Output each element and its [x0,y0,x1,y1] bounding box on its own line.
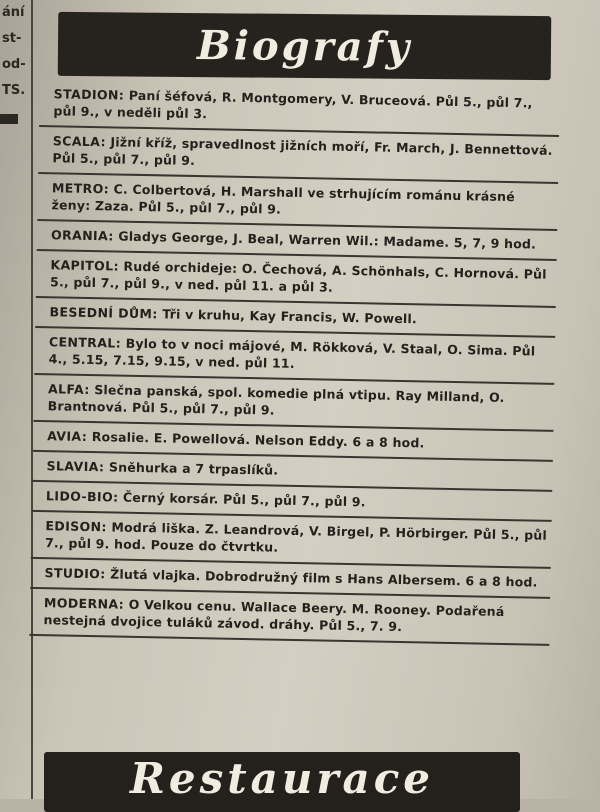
cinema-name: KAPITOL: [50,257,120,274]
cinema-name: EDISON: [45,518,108,535]
listing-text: Žlutá vlajka. Dobrodružný film s Hans Albersem. 6 a 8 hod. [110,566,538,590]
cinema-name: STUDIO: [44,565,106,582]
cinema-name: AVIA: [47,428,88,444]
listing-text: Tři v kruhu, Kay Francis, W. Powell. [162,306,418,327]
cinema-name: STADION: [53,86,125,103]
listing-text: Slečna panská, spol. komedie plná vtipu. Ray Milland, O. Brantnová. Půl 5., půl 7., půl 9. [47,382,505,418]
listing-text: Paní šéfová, R. Montgomery, V. Bruceová. Půl 5., půl 7., půl 9., v neděli půl 3. [53,87,533,122]
listing-text: Černý korsár. Půl 5., půl 7., půl 9. [122,489,366,510]
column-divider [31,0,33,799]
fragment-line: TS. [2,83,26,98]
cinema-listings [29,80,560,646]
fragment-line: od- [2,57,26,72]
cinema-name: SCALA: [52,133,107,150]
cinema-name: METRO: [51,180,110,197]
adjacent-column-fragment [0,0,30,799]
listing-text: Sněhurka a 7 trpaslíků. [108,459,279,478]
restaurace-banner [44,752,520,812]
cinema-name: SLAVIA: [46,458,105,475]
listing-text: Gladys George, J. Beal, Warren Wil.: Madame. 5, 7, 9 hod. [118,228,537,252]
cinema-name: ALFA: [47,381,90,398]
listing-text: Rosalie. E. Powellová. Nelson Eddy. 6 a 8 hod. [91,429,425,451]
fragment-line: ání [2,5,25,20]
banner-title: Restaurace [129,754,435,803]
fragment-line: st- [2,31,22,46]
biografy-banner [58,12,552,80]
listing-text: Jižní kříž, spravedlnost jižních moří, Fr. March, J. Bennettová. Půl 5., půl 7., půl 9. [52,134,553,168]
cinema-name: ORANIA: [50,227,114,244]
listing-text: Bylo to v noci májové, M. Rökková, V. Staal, O. Sima. Půl 4., 5.15, 7.15, 9.15, v ned. půl 11. [48,335,536,371]
listing-text: Modrá liška. Z. Leandrová, V. Birgel, P. Hörbirger. Půl 5., půl 7., půl 9. hod. Pouze do čtvrtku. [44,519,548,555]
banner-title: Biografy [196,21,413,71]
listing-text: O Velkou cenu. Wallace Beery. M. Rooney. Podařená nestejná dvojice tuláků závod. dráhy. Půl 5., 7. 9. [43,596,505,635]
cinema-name: BESEDNÍ DŮM: [49,304,158,322]
listing-text: C. Colbertová, H. Marshall ve strhujícím románu krásné ženy: Zaza. Půl 5., půl 7., půl 9. [51,181,516,217]
listing-moderna [29,589,550,646]
cinema-name: MODERNA: [43,595,125,612]
listing-text: Rudé orchideje: O. Čechová, A. Schönhals, C. Hornová. Půl 5., půl 7., půl 9., v ned. půl 11. a půl 3. [49,258,547,295]
cinema-name: CENTRAL: [48,334,122,351]
cinema-name: LIDO-BIO: [45,488,119,505]
black-bar [0,114,18,124]
